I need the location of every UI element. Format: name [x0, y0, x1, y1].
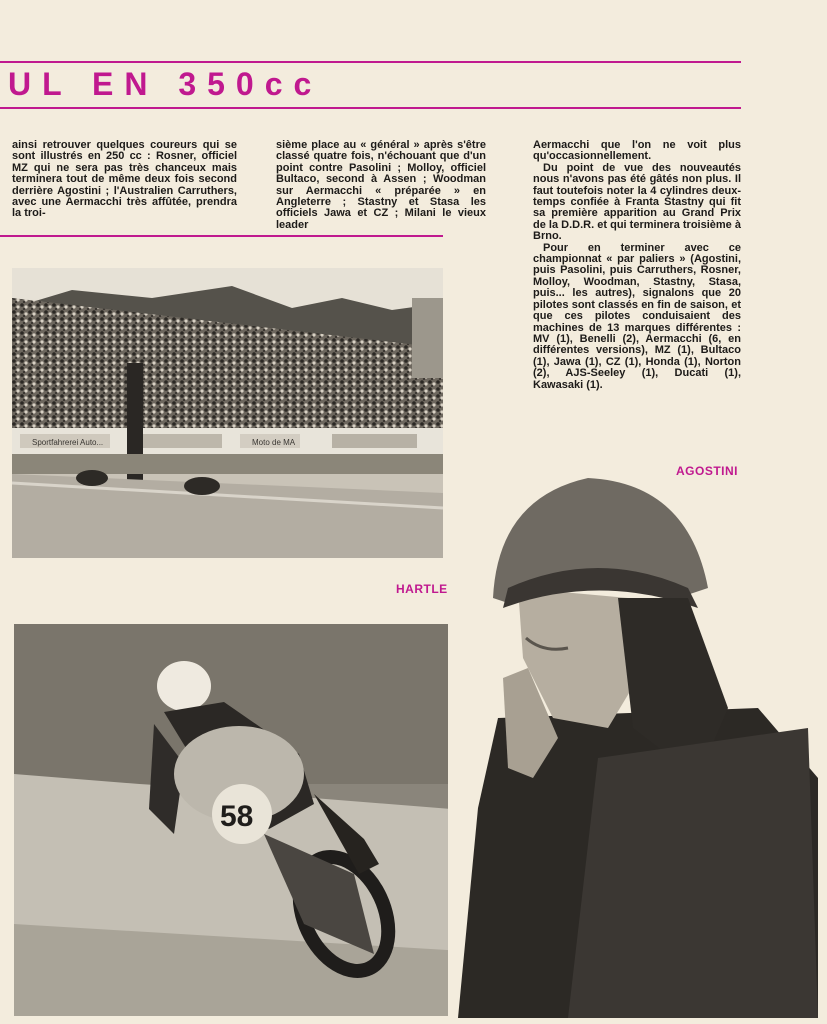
- paragraph: Du point de vue des nouveautés nous n'avons pas été gâtés non plus. Il faut toutefois noter la 4 cylindres deux-temps confiée à Franta Stastny qui fit sa première apparition au Grand Prix de la D.D.R. et qui terminera troisième à Brno.: [533, 161, 741, 243]
- portrait-photo: [448, 478, 818, 1018]
- text-column-3: [533, 140, 741, 391]
- caption-hartle: HARTLE: [396, 582, 448, 596]
- text-column-1: [12, 140, 237, 220]
- headline-top-rule: [0, 61, 741, 63]
- banner-text: Moto de MA: [252, 438, 296, 447]
- crowd-photo: [12, 268, 443, 558]
- banner-text: Sportfahrerei Auto...: [32, 438, 104, 447]
- svg-text:58: 58: [220, 800, 254, 833]
- caption-agostini: AGOSTINI: [676, 464, 739, 478]
- rider-photo: [14, 624, 514, 1016]
- paragraph: Pour en terminer avec ce championnat « par paliers » (Agostini, puis Pasolini, puis Carruthers, Rosner, Molloy, Woodman, Stastny, Stasa, puis... les autres), signalons que 20 pilotes sont classés en fin de saison, et que ces pilotes conduisaient des machines de 13 marques différentes : MV (1), Benelli (2), Aermacchi (6, en différentes versions), MZ (1), Bultaco (1), Jawa (1), CZ (1), Honda (1), Norton (2), AJS-Seeley (1), Ducati (1), Kawasaki (1).: [533, 241, 741, 391]
- paragraph: sième place au « général » après s'être classé quatre fois, n'échouant que d'un point contre Pasolini ; Molloy, officiel Bultaco, second à Assen ; Woodman sur Aermacchi « préparée » en Angleterre ; Stastny et Stasa les officiels Jawa et CZ ; Milani le vieux leader: [276, 139, 486, 231]
- headline-bottom-rule: [0, 107, 741, 109]
- paragraph: ainsi retrouver quelques coureurs qui se sont illustrés en 250 cc : Rosner, officiel MZ qui ne sera pas très chanceux mais terminera tout de même deux fois second derrière Agostini ; l'Australien Carruthers, avec une Aermacchi très affûtée, prendra la troi-: [12, 139, 237, 220]
- text-column-2: [276, 140, 486, 231]
- column-separator-rule: [0, 235, 443, 237]
- paragraph: Aermacchi que l'on ne voit plus qu'occasionnellement.: [533, 139, 741, 163]
- headline: UL EN 350cc: [8, 66, 323, 102]
